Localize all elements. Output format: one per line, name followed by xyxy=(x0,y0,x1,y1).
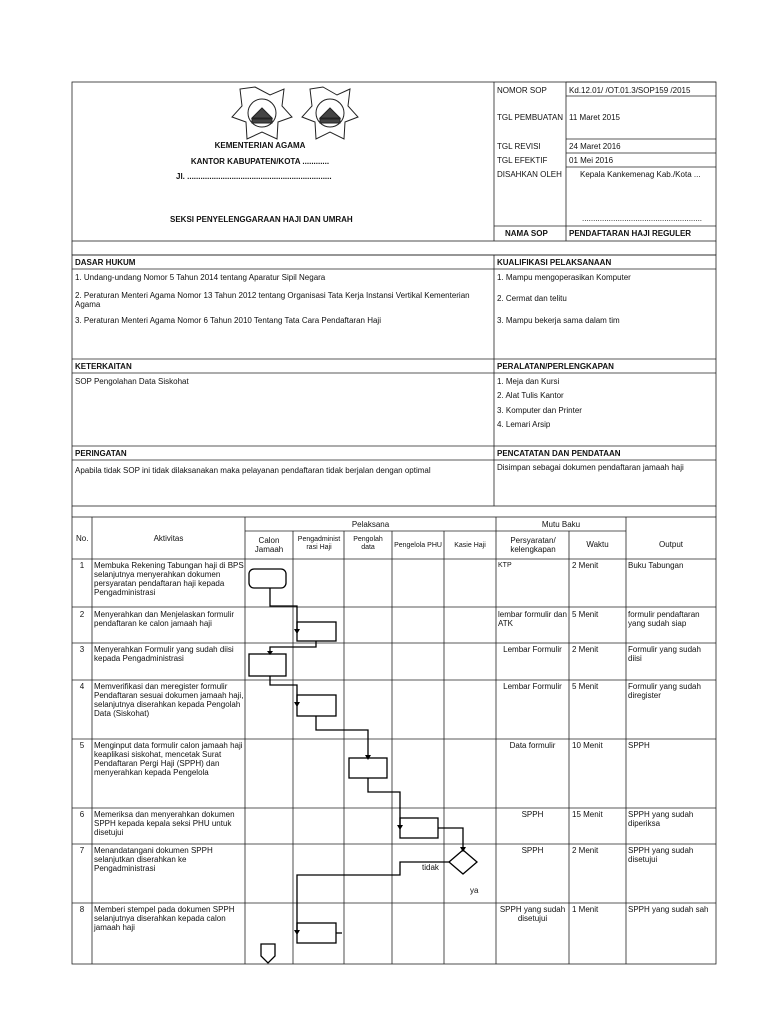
row-persyaratan: SPPH xyxy=(521,810,544,819)
kementerian-agama-emblem xyxy=(232,87,358,139)
dasar-hukum-item: 3. Peraturan Menteri Agama Nomor 6 Tahun 2010 Tentang Tata Cara Pendaftaran Haji xyxy=(75,316,381,325)
row-output: Buku Tabungan xyxy=(628,561,684,570)
row-no: 3 xyxy=(79,645,85,654)
decision-label-tidak: tidak xyxy=(422,863,439,872)
pelaksana-pengolah-data: Pengolah data xyxy=(353,536,383,551)
col-header-output: Output xyxy=(658,540,683,549)
peralatan-item: 4. Lemari Arsip xyxy=(497,420,551,429)
row-aktivitas: Memverifikasi dan meregister formulir Pendaftaran sesuai dokumen jamaah haji, selanjutnya diserahkan kepada Pengolah Data (Siskohat) xyxy=(94,682,244,718)
sop-name-label: NAMA SOP xyxy=(505,229,548,238)
col-header-mutu-baku: Mutu Baku xyxy=(541,520,581,529)
row-waktu: 2 Menit xyxy=(572,561,599,570)
flow-start-terminator xyxy=(249,569,286,588)
meta-label-pembuatan: TGL PEMBUATAN xyxy=(497,113,564,122)
row-no: 8 xyxy=(79,905,85,914)
row-waktu: 10 Menit xyxy=(572,741,603,750)
row-waktu: 5 Menit xyxy=(572,610,599,619)
flow-decision-7 xyxy=(449,850,477,874)
row-persyaratan: lembar formulir dan ATK xyxy=(498,610,567,628)
pelaksana-pengadministrasi: Pengadminist rasi Haji xyxy=(297,536,341,551)
row-output: SPPH yang sudah diperiksa xyxy=(628,810,694,828)
keterkaitan-title: KETERKAITAN xyxy=(75,362,132,371)
flow-step-6 xyxy=(400,818,438,838)
pencatatan-text: Disimpan sebagai dokumen pendaftaran jamaah haji xyxy=(497,463,684,472)
flowchart xyxy=(249,569,477,963)
col-header-aktivitas: Aktivitas xyxy=(153,534,184,543)
row-no: 7 xyxy=(79,846,85,855)
row-no: 4 xyxy=(79,682,85,691)
row-no: 2 xyxy=(79,610,85,619)
peralatan-item: 3. Komputer dan Printer xyxy=(497,406,582,415)
row-no: 5 xyxy=(79,741,85,750)
col-header-pelaksana: Pelaksana xyxy=(351,520,390,529)
row-waktu: 2 Menit xyxy=(572,846,599,855)
row-persyaratan: Data formulir xyxy=(509,741,556,750)
dasar-hukum-title: DASAR HUKUM xyxy=(75,258,136,267)
pelaksana-calon-jamaah: Calon Jamaah xyxy=(254,536,284,554)
office-name: KANTOR KABUPATEN/KOTA ............ xyxy=(190,157,330,166)
peralatan-item: 2. Alat Tulis Kantor xyxy=(497,391,564,400)
row-persyaratan: SPPH xyxy=(521,846,544,855)
row-no: 1 xyxy=(79,561,85,570)
peralatan-item: 1. Meja dan Kursi xyxy=(497,377,560,386)
row-output: SPPH yang sudah sah xyxy=(628,905,709,914)
meta-value-disahkan: Kepala Kankemenag Kab./Kota ... xyxy=(580,170,701,179)
row-output: SPPH xyxy=(628,741,650,750)
col-header-waktu: Waktu xyxy=(586,540,609,549)
col-header-persyaratan: Persyaratan/ kelengkapan xyxy=(510,536,556,554)
row-persyaratan: SPPH yang sudah disetujui xyxy=(499,905,566,923)
row-aktivitas: Menyerahkan dan Menjelaskan formulir pendaftaran ke calon jamaah haji xyxy=(94,610,235,628)
kualifikasi-item: 1. Mampu mengoperasikan Komputer xyxy=(497,273,631,282)
row-aktivitas: Memeriksa dan menyerahkan dokumen SPPH kepada kepala seksi PHU untuk disetujui xyxy=(94,810,235,837)
row-aktivitas: Membuka Rekening Tabungan haji di BPS selanjutnya menyerahkan dokumen persyaratan pendaftaran haji kepada Pengadministrasi xyxy=(94,561,244,597)
signature-line: ...................................................... xyxy=(582,214,703,223)
flow-step-5 xyxy=(349,758,387,778)
office-address: Jl. ................................................................. xyxy=(176,172,332,181)
keterkaitan-text: SOP Pengolahan Data Siskohat xyxy=(75,377,189,386)
pelaksana-pengelola-phu: Pengelola PHU xyxy=(394,542,442,549)
flow-step-4 xyxy=(297,695,336,716)
kualifikasi-item: 3. Mampu bekerja sama dalam tim xyxy=(497,316,620,325)
meta-value-efektif: 01 Mei 2016 xyxy=(569,156,614,165)
ministry-name: KEMENTERIAN AGAMA xyxy=(214,141,306,150)
section-name: SEKSI PENYELENGGARAAN HAJI DAN UMRAH xyxy=(170,215,353,224)
row-waktu: 15 Menit xyxy=(572,810,603,819)
meta-label-efektif: TGL EFEKTIF xyxy=(497,156,548,165)
kualifikasi-item: 2. Cermat dan telitu xyxy=(497,294,567,303)
meta-value-nomor: Kd.12.01/ /OT.01.3/SOP159 /2015 xyxy=(569,86,691,95)
row-output: Formulir yang sudah diregister xyxy=(628,682,701,700)
row-waktu: 1 Menit xyxy=(572,905,599,914)
flow-step-8 xyxy=(297,923,336,943)
row-output: formulir pendaftaran yang sudah siap xyxy=(628,610,700,628)
dasar-hukum-item: 1. Undang-undang Nomor 5 Tahun 2014 tentang Aparatur Sipil Negara xyxy=(75,273,326,282)
meta-value-revisi: 24 Maret 2016 xyxy=(569,142,621,151)
flow-step-3 xyxy=(249,654,286,676)
row-output: SPPH yang sudah disetujui xyxy=(628,846,694,864)
kualifikasi-title: KUALIFIKASI PELAKSANAAN xyxy=(497,258,612,267)
row-aktivitas: Menandatangani dokumen SPPH selanjutkan diserahkan ke Pengadministrasi xyxy=(94,846,213,873)
peringatan-title: PERINGATAN xyxy=(75,449,127,458)
row-no: 6 xyxy=(79,810,85,819)
row-persyaratan: Lembar Formulir xyxy=(503,682,562,691)
flow-end-connector xyxy=(261,944,275,963)
row-persyaratan: KTP xyxy=(498,562,512,569)
dasar-hukum-item: 2. Peraturan Menteri Agama Nomor 13 Tahun 2012 tentang Organisasi Tata Kerja Instansi Vertikal Kementerian Agama xyxy=(75,291,470,309)
flow-step-2 xyxy=(297,622,336,641)
meta-label-disahkan: DISAHKAN OLEH xyxy=(497,170,562,179)
sop-name: PENDAFTARAN HAJI REGULER xyxy=(569,229,692,238)
row-aktivitas: Menginput data formulir calon jamaah haji keaplikasi siskohat, mencetak Surat Pendaftaran Pergi Haji (SPPH) dan menyerahkan kepada Pengelola xyxy=(94,741,243,777)
peralatan-title: PERALATAN/PERLENGKAPAN xyxy=(497,362,614,371)
peringatan-text: Apabila tidak SOP ini tidak dilaksanakan maka pelayanan pendaftaran tidak berjalan dengan optimal xyxy=(75,466,431,475)
meta-label-nomor: NOMOR SOP xyxy=(497,86,547,95)
row-waktu: 2 Menit xyxy=(572,645,599,654)
row-aktivitas: Menyerahkan Formulir yang sudah diisi kepada Pengadministrasi xyxy=(94,645,234,663)
row-output: Formulir yang sudah diisi xyxy=(628,645,701,663)
meta-label-revisi: TGL REVISI xyxy=(497,142,541,151)
meta-value-pembuatan: 11 Maret 2015 xyxy=(569,113,620,122)
col-header-no: No. xyxy=(76,534,89,543)
row-aktivitas: Memberi stempel pada dokumen SPPH selanjutnya diserahkan kepada calon jamaah haji xyxy=(94,905,235,932)
row-waktu: 5 Menit xyxy=(572,682,599,691)
pelaksana-kasie-haji: Kasie Haji xyxy=(454,542,486,549)
row-persyaratan: Lembar Formulir xyxy=(503,645,562,654)
decision-label-ya: ya xyxy=(470,886,479,895)
pencatatan-title: PENCATATAN DAN PENDATAAN xyxy=(497,449,621,458)
